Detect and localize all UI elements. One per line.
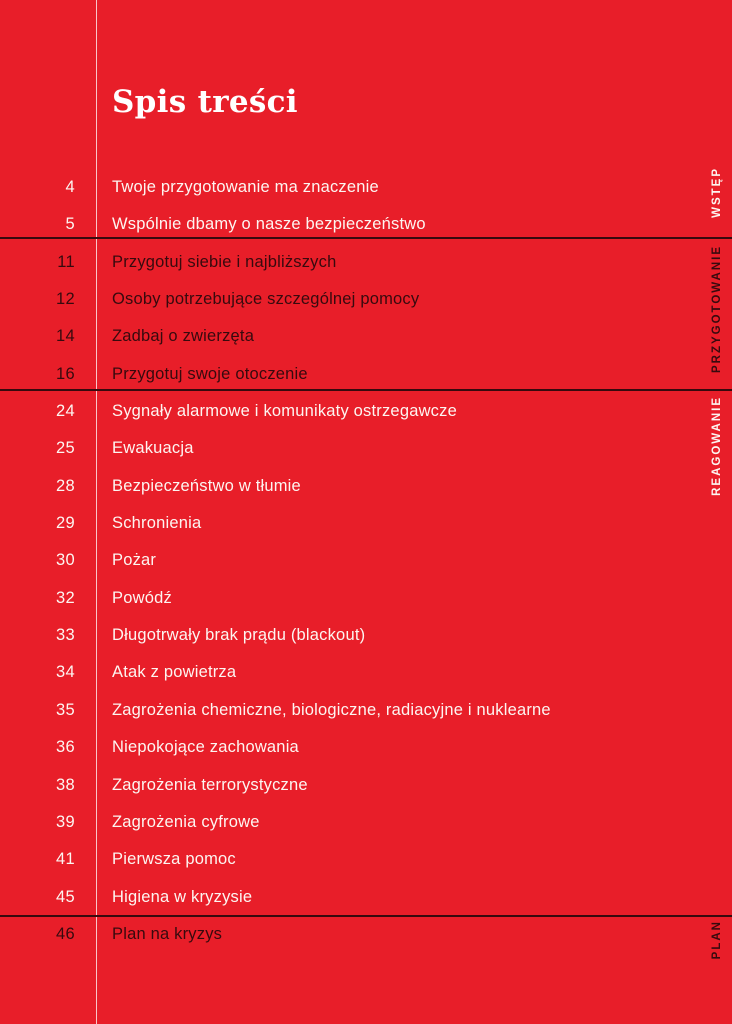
toc-page-number: 32	[56, 588, 75, 607]
section-label-plan: PLAN	[711, 920, 723, 960]
toc-item-title: Zagrożenia terrorystyczne	[112, 775, 308, 794]
toc-row	[0, 729, 732, 766]
toc-page-number: 41	[56, 850, 75, 869]
toc-row	[0, 430, 732, 467]
page-title: Spis treści	[112, 84, 298, 120]
toc-row	[0, 654, 732, 691]
toc-row	[0, 318, 732, 355]
toc-item-title: Bezpieczeństwo w tłumie	[112, 476, 301, 495]
toc-row	[0, 243, 732, 280]
toc-page-number: 11	[57, 252, 75, 271]
toc-item-title: Zagrożenia cyfrowe	[112, 812, 260, 831]
toc-item-title: Ewakuacja	[112, 439, 194, 458]
toc-row	[0, 355, 732, 392]
toc-page-number: 38	[56, 775, 75, 794]
toc-row	[0, 542, 732, 579]
toc-item-title: Atak z powietrza	[112, 663, 237, 682]
section-label-przygotowanie: PRZYGOTOWANIE	[711, 245, 723, 374]
toc-item-title: Schronienia	[112, 514, 202, 533]
toc-row	[0, 878, 732, 915]
toc-page-number: 29	[56, 514, 75, 533]
toc-item-title: Wspólnie dbamy o nasze bezpieczeństwo	[112, 215, 426, 234]
toc-item-title: Długotrwały brak prądu (blackout)	[112, 626, 366, 645]
toc-row	[0, 841, 732, 878]
toc-row	[0, 916, 732, 953]
toc-item-title: Sygnały alarmowe i komunikaty ostrzegawcze	[112, 402, 457, 421]
toc-page-number: 16	[56, 364, 75, 383]
section-label-wstep: WSTĘP	[711, 167, 723, 218]
toc-item-title: Twoje przygotowanie ma znaczenie	[112, 177, 379, 196]
section-label-reagowanie: REAGOWANIE	[711, 396, 723, 496]
toc-row	[0, 206, 732, 243]
toc-page-number: 25	[56, 439, 75, 458]
toc-item-title: Pierwsza pomoc	[112, 850, 236, 869]
toc-page-number: 34	[56, 663, 75, 682]
toc-page-number: 30	[56, 551, 75, 570]
toc-page-number: 14	[56, 327, 75, 346]
toc-row	[0, 617, 732, 654]
toc-row	[0, 766, 732, 803]
toc-item-title: Plan na kryzys	[112, 924, 223, 943]
toc-page-number: 12	[56, 289, 75, 308]
toc-item-title: Przygotuj swoje otoczenie	[112, 364, 308, 383]
toc-item-title: Zagrożenia chemiczne, biologiczne, radiacyjne i nuklearne	[112, 700, 551, 719]
toc-row	[0, 281, 732, 318]
toc-page-number: 28	[56, 476, 75, 495]
toc-row	[0, 691, 732, 728]
toc-item-title: Niepokojące zachowania	[112, 738, 299, 757]
toc-page-number: 24	[56, 402, 75, 421]
toc-page-number: 46	[56, 924, 75, 943]
toc-row	[0, 169, 732, 206]
toc-page-number: 33	[56, 626, 75, 645]
toc-row	[0, 803, 732, 840]
toc-item-title: Pożar	[112, 551, 157, 570]
toc-item-title: Higiena w kryzysie	[112, 887, 253, 906]
toc-row	[0, 579, 732, 616]
toc-row	[0, 393, 732, 430]
toc-page-number: 39	[56, 812, 75, 831]
toc-item-title: Powódź	[112, 588, 172, 607]
toc-row	[0, 467, 732, 504]
toc-page-number: 45	[56, 887, 75, 906]
toc-row	[0, 505, 732, 542]
toc-page-number: 4	[65, 177, 75, 196]
toc-item-title: Przygotuj siebie i najbliższych	[112, 252, 337, 271]
toc-page-number: 5	[65, 215, 75, 234]
toc-page-number: 36	[56, 738, 75, 757]
toc-item-title: Osoby potrzebujące szczególnej pomocy	[112, 289, 420, 308]
toc-item-title: Zadbaj o zwierzęta	[112, 327, 255, 346]
toc-page-number: 35	[56, 700, 75, 719]
